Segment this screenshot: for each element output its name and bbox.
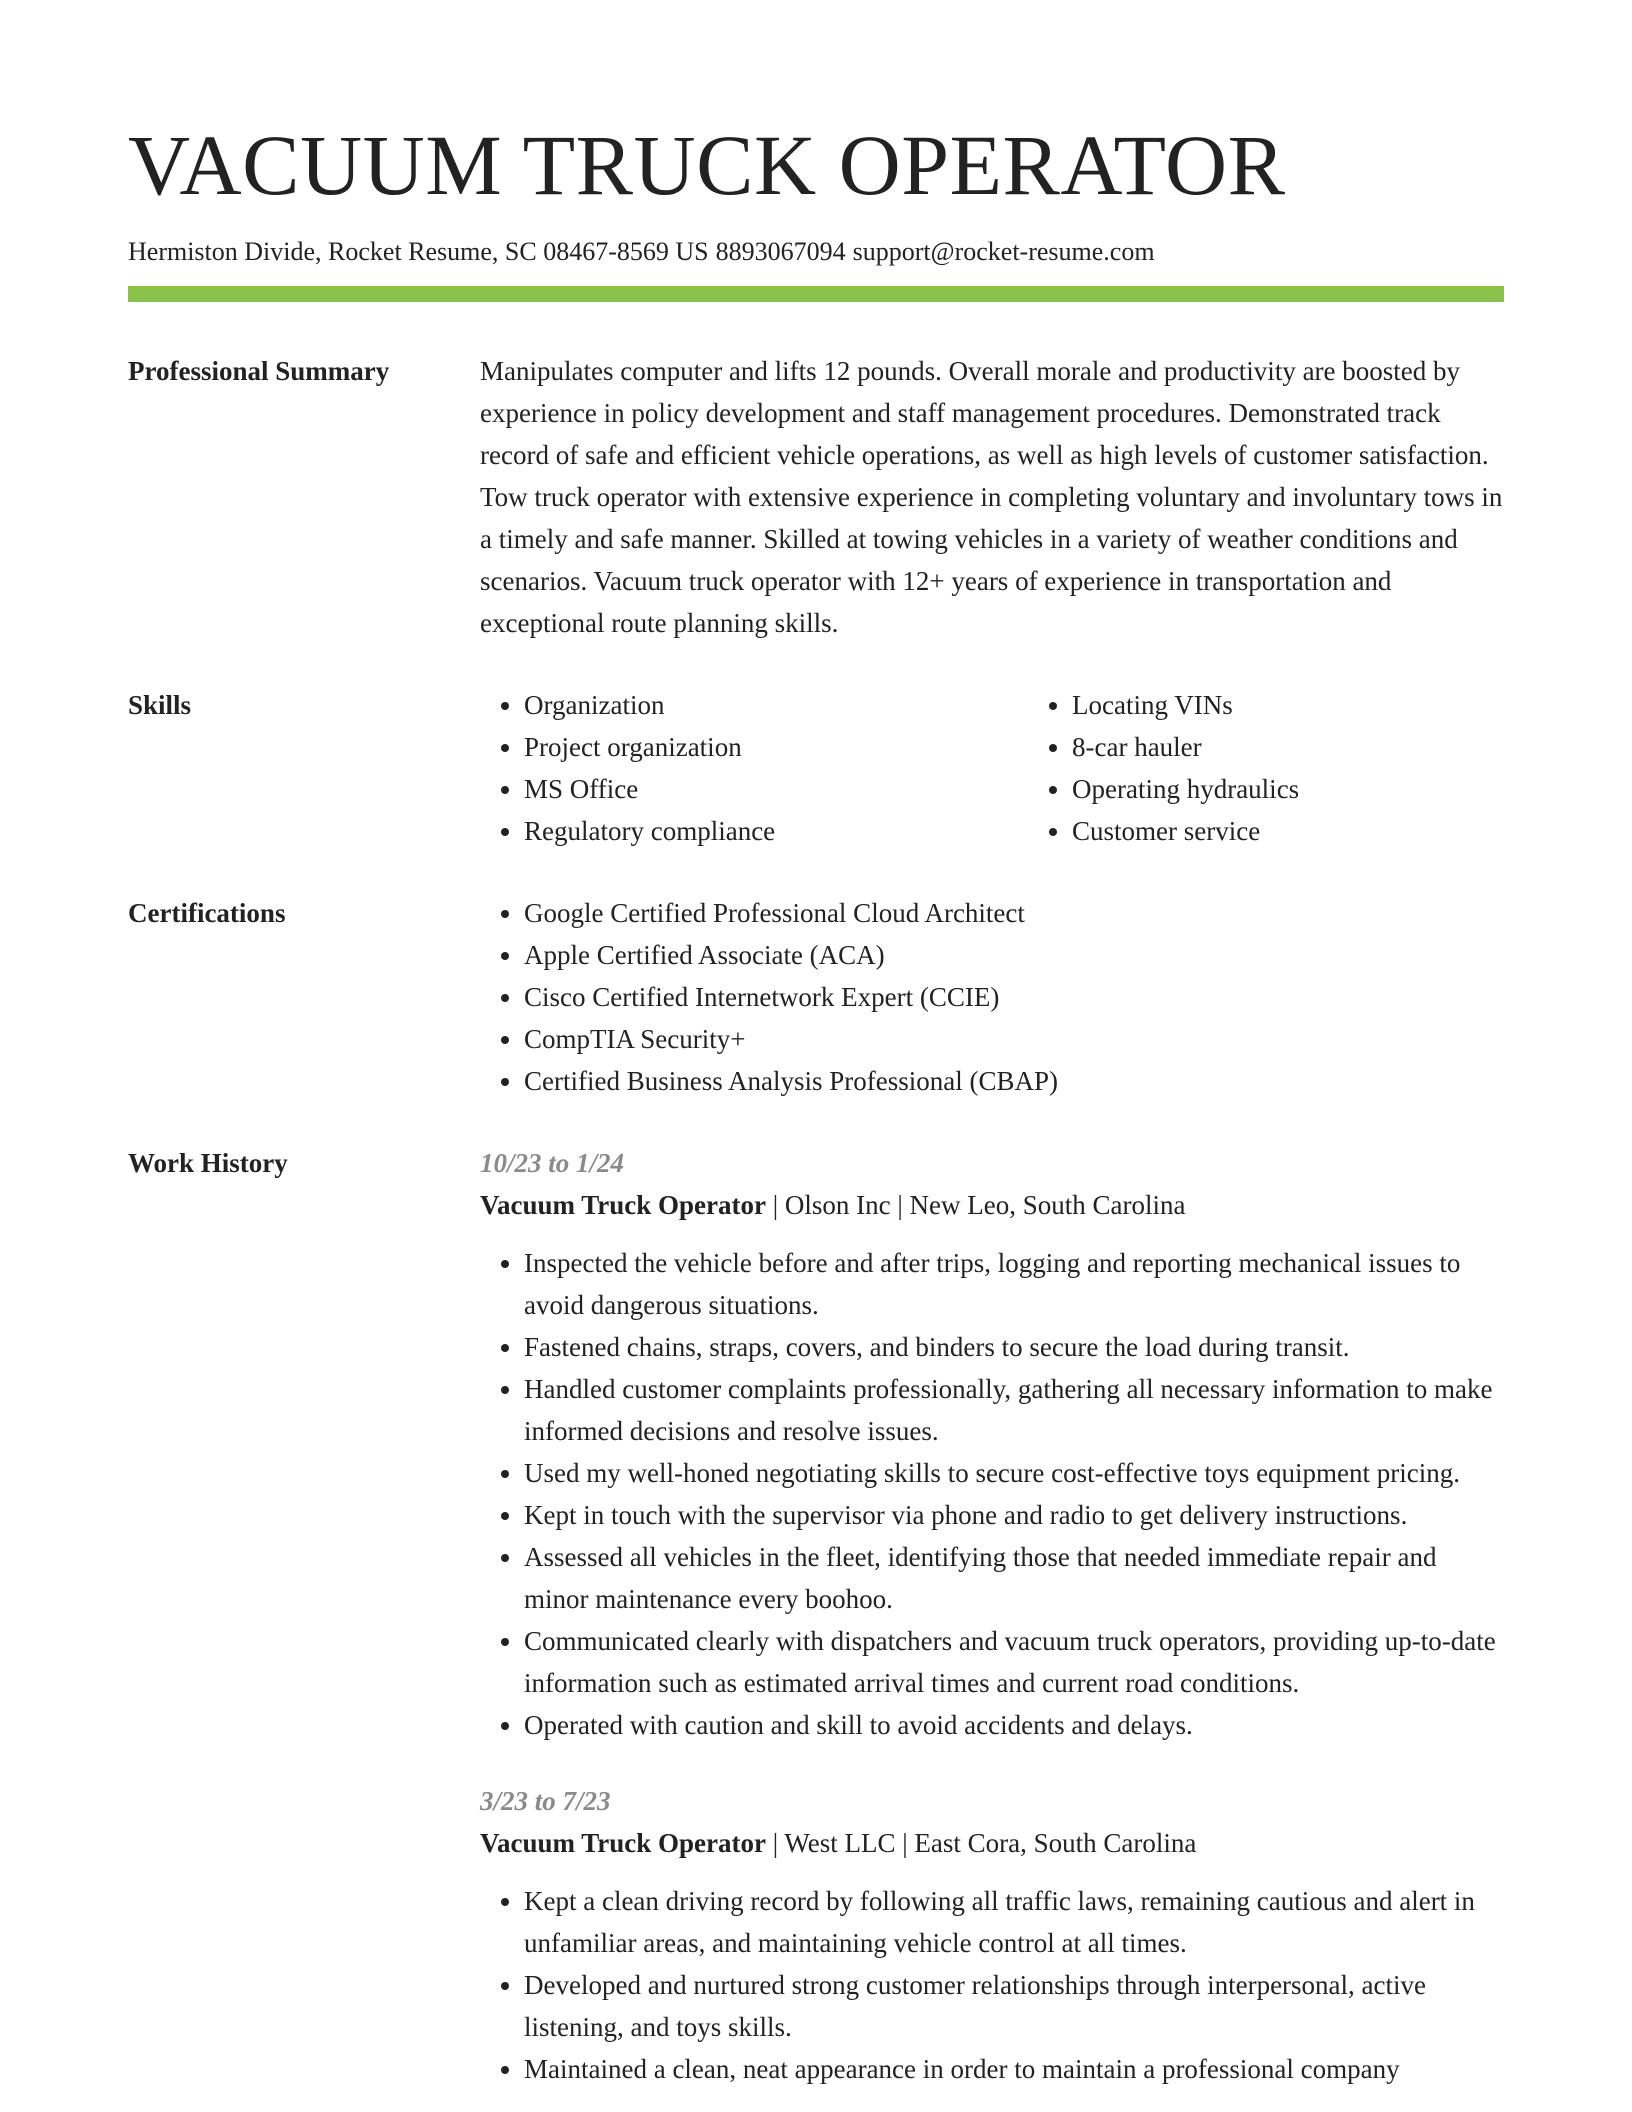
job-bullet: • Inspected the vehicle before and after trips, logging and reporting mechanical issues to avoid dangerous situations. [524,1242,1504,1326]
job-bullet: • Operated with caution and skill to avoid accidents and delays. [524,1704,1504,1746]
contact-line [128,235,1504,269]
skill-item: • Regulatory compliance [524,810,1028,852]
certifications-heading: Certifications [128,898,286,929]
skills-heading: Skills [128,690,192,721]
contact-address: Hermiston Divide, Rocket Resume, SC 08467-8569 US [128,236,709,266]
job-dates: 10/23 to 1/24 [480,1148,625,1179]
job-bullet: • Assessed all vehicles in the fleet, identifying those that needed immediate repair and minor maintenance every boohoo. [524,1536,1504,1620]
certification-item: • Google Certified Professional Cloud Architect [524,892,1504,934]
resume-page [128,118,1504,2090]
skills-section [128,684,1504,852]
job-title-line [480,1184,1504,1226]
skill-item: • MS Office [524,768,1028,810]
skill-item: • Operating hydraulics [1072,768,1576,810]
job-dates: 3/23 to 7/23 [480,1786,611,1817]
job-bullet: • Developed and nurtured strong customer relationships through interpersonal, active listening, and toys skills. [524,1964,1504,2048]
certifications-list [480,892,1504,1102]
summary-section [128,350,1504,644]
skill-item: • Locating VINs [1072,684,1576,726]
certification-item: • Apple Certified Associate (ACA) [524,934,1504,976]
summary-text: Manipulates computer and lifts 12 pounds. Overall morale and productivity are boosted by experience in policy development and staff management procedures. Demonstrated track record of safe and efficient vehicle operations, as well as high levels of customer satisfaction. Tow truck operator with extensive experience in completing voluntary and involuntary tows in a timely and safe manner. Skilled at towing vehicles in a variety of weather conditions and scenarios. Vacuum truck operator with 12+ years of experience in transportation and exceptional route planning skills. [480,356,1503,639]
job-bullets [480,1242,1504,1746]
skill-item: • Customer service [1072,810,1576,852]
resume-name: VACUUM TRUCK OPERATOR [128,117,1286,213]
skills-list-right [1028,684,1576,852]
certification-item: • Cisco Certified Internetwork Expert (CCIE) [524,976,1504,1018]
job-bullet: • Maintained a clean, neat appearance in order to maintain a professional company [524,2048,1504,2090]
job-bullet: • Fastened chains, straps, covers, and binders to secure the load during transit. [524,1326,1504,1368]
job-bullet: • Handled customer complaints professionally, gathering all necessary information to make informed decisions and resolve issues. [524,1368,1504,1452]
job-bullet: • Kept a clean driving record by following all traffic laws, remaining cautious and alert in unfamiliar areas, and maintaining vehicle control at all times. [524,1880,1504,1964]
certification-item: • Certified Business Analysis Professional (CBAP) [524,1060,1504,1102]
job-title: Vacuum Truck Operator [480,1190,767,1221]
skill-item: • Project organization [524,726,1028,768]
certifications-section [128,892,1504,1102]
job-entry [480,1780,1504,2090]
job-employer-location: | West LLC | East Cora, South Carolina [766,1828,1197,1859]
job-title: Vacuum Truck Operator [480,1828,767,1859]
job-entry [480,1142,1504,1746]
work-history-section [128,1142,1504,2090]
contact-email: support@rocket-resume.com [852,236,1155,266]
job-bullets [480,1880,1504,2090]
header-divider [128,286,1504,302]
contact-phone: 8893067094 [715,236,846,266]
skills-list-left [480,684,1028,852]
job-employer-location: | Olson Inc | New Leo, South Carolina [766,1190,1186,1221]
job-bullet: • Communicated clearly with dispatchers and vacuum truck operators, providing up-to-date information such as estimated arrival times and current road conditions. [524,1620,1504,1704]
skill-item: • 8-car hauler [1072,726,1576,768]
job-bullet: • Used my well-honed negotiating skills to secure cost-effective toys equipment pricing. [524,1452,1504,1494]
skill-item: • Organization [524,684,1028,726]
summary-heading: Professional Summary [128,356,390,387]
job-bullet: • Kept in touch with the supervisor via phone and radio to get delivery instructions. [524,1494,1504,1536]
job-title-line [480,1822,1504,1864]
certification-item: • CompTIA Security+ [524,1018,1504,1060]
work-history-heading: Work History [128,1148,288,1179]
